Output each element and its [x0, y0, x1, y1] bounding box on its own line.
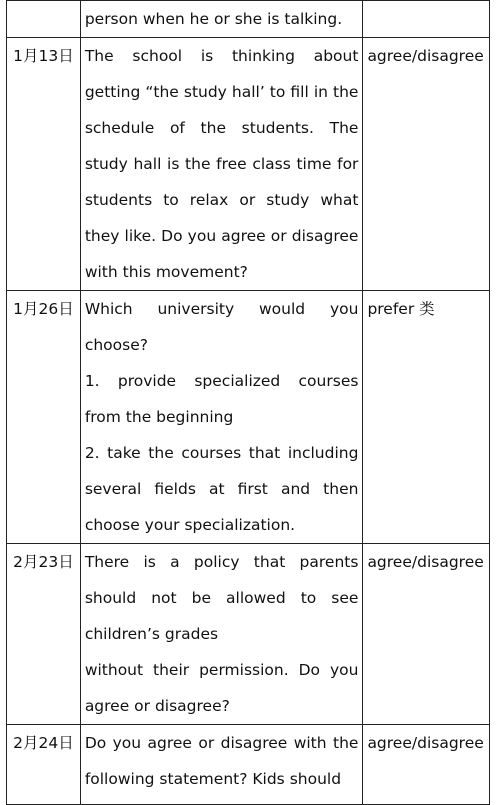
date-cell: 2月23日 [7, 544, 81, 725]
date-cell: 1月26日 [7, 291, 81, 544]
type-cell: agree/disagree [363, 38, 490, 291]
date-cell: 1月13日 [7, 38, 81, 291]
table-row [7, 544, 490, 725]
type-cell [363, 1, 490, 38]
type-cell: agree/disagree [363, 544, 490, 725]
date-cell [7, 1, 81, 38]
table-row [7, 38, 490, 291]
topic-text: Do you agree or disagree with the following statement? Kids should [84, 734, 359, 788]
type-cell: agree/disagree [363, 725, 490, 805]
topic-text: person when he or she is talking. [84, 10, 343, 28]
type-cell: prefer 类 [363, 291, 490, 544]
topic-line: 2. take the courses that including several fields at first and then choose your specialization. [84, 444, 359, 534]
date-cell: 2月24日 [7, 725, 81, 805]
topic-text: The school is thinking about getting “the study hall’ to fill in the schedule of the students. The study hall is the free class time for students to relax or study what they like. Do you agree or disagree with this movement? [84, 47, 359, 281]
table-row [7, 1, 490, 38]
topic-cell [80, 725, 363, 805]
table-row [7, 725, 490, 805]
topic-cell [80, 1, 363, 38]
topic-cell [80, 38, 363, 291]
topics-table [6, 0, 490, 805]
topic-cell [80, 544, 363, 725]
topic-line: 1. provide specialized courses from the beginning [84, 372, 359, 426]
topic-line: There is a policy that parents should not be allowed to see children’s grades [84, 553, 359, 643]
topic-line: without their permission. Do you agree or disagree? [84, 661, 359, 715]
topic-cell [80, 291, 363, 544]
topic-line: Which university would you choose? [84, 300, 359, 354]
table-row [7, 291, 490, 544]
